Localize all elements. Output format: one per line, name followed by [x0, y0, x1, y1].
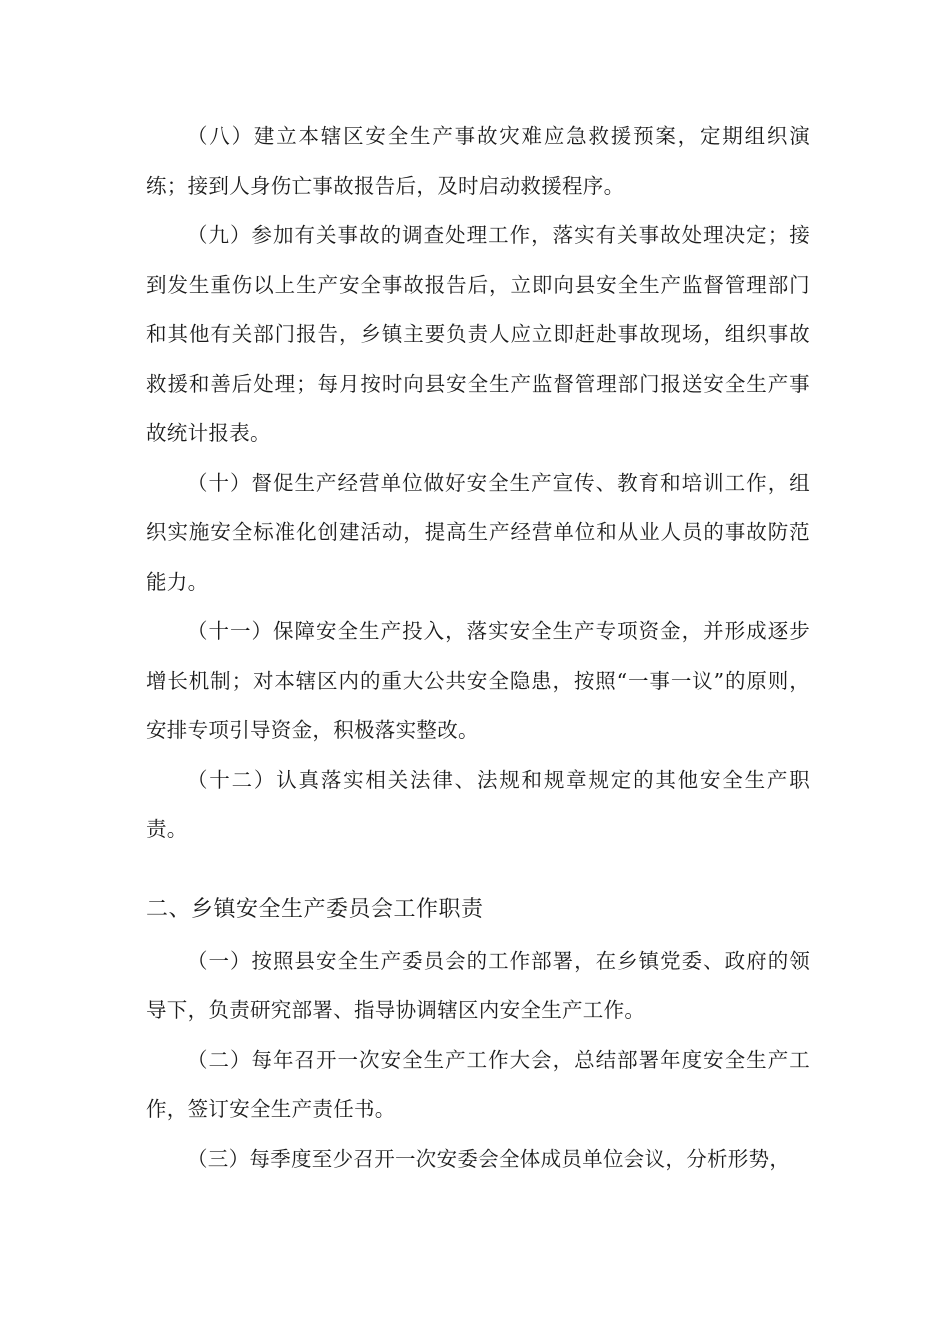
- section-two-item-3: （三）每季度至少召开一次安委会全体成员单位会议，分析形势，: [187, 1146, 791, 1171]
- paragraph-item-8: （八）建立本辖区安全生产事故灾难应急救援预案，定期组织演练；接到人身伤亡事故报告后，及时启动救援程序。: [146, 124, 810, 198]
- paragraph-item-12: （十二）认真落实相关法律、法规和规章规定的其他安全生产职责。: [146, 767, 810, 841]
- paragraph-item-10: （十）督促生产经营单位做好安全生产宣传、教育和培训工作，组织实施安全标准化创建活动，提高生产经营单位和从业人员的事故防范能力。: [146, 470, 810, 594]
- section-two-heading: 二、乡镇安全生产委员会工作职责: [146, 896, 484, 922]
- document-page: [146, 112, 810, 1184]
- paragraph-item-11: （十一）保障安全生产投入，落实安全生产专项资金，并形成逐步增长机制；对本辖区内的重大公共安全隐患，按照“一事一议”的原则，安排专项引导资金，积极落实整改。: [146, 619, 810, 742]
- section-two-item-2: （二）每年召开一次安全生产工作大会，总结部署年度安全生产工作，签订安全生产责任书。: [146, 1047, 810, 1121]
- section-two-item-1: （一）按照县安全生产委员会的工作部署，在乡镇党委、政府的领导下，负责研究部署、指导协调辖区内安全生产工作。: [146, 948, 810, 1022]
- paragraph-item-9: （九）参加有关事故的调查处理工作，落实有关事故处理决定；接到发生重伤以上生产安全事故报告后，立即向县安全生产监督管理部门和其他有关部门报告，乡镇主要负责人应立即赶赴事故现场，组织事故救援和善后处理；每月按时向县安全生产监督管理部门报送安全生产事故统计报表。: [146, 223, 810, 445]
